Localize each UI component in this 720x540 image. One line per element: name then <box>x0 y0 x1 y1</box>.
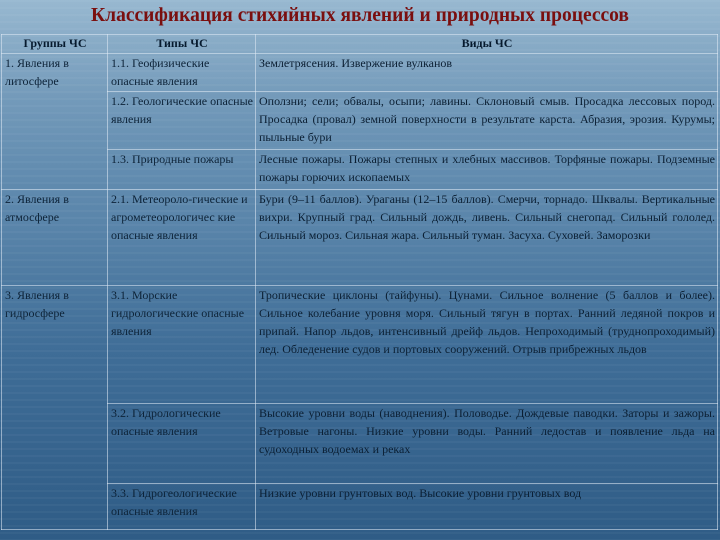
kinds-cell: Лесные пожары. Пожары степных и хлебных массивов. Торфяные пожары. Подземные пожары горючих ископаемых <box>256 150 718 190</box>
type-cell: 1.2. Геологические опасные явления <box>108 92 256 150</box>
type-cell: 3.1. Морские гидрологические опасные явления <box>108 286 256 404</box>
kinds-cell: Землетрясения. Извержение вулканов <box>256 54 718 92</box>
type-cell: 2.1. Метеороло-гические и агрометеорологичес кие опасные явления <box>108 190 256 286</box>
slide-title: Классификация стихийных явлений и природных процессов <box>91 5 629 26</box>
table-header-row <box>2 35 718 54</box>
type-cell: 1.1. Геофизические опасные явления <box>108 54 256 92</box>
table-row <box>2 286 718 404</box>
group-cell: 1. Явления в литосфере <box>2 54 108 190</box>
type-cell: 3.2. Гидрологические опасные явления <box>108 404 256 484</box>
kinds-cell: Бури (9–11 баллов). Ураганы (12–15 баллов). Смерчи, торнадо. Шквалы. Вертикальные вихри. Крупный град. Сильный дождь, ливень. Сильный снегопад. Сильный гололед. Сильный мороз. Сильная жара. Сильный туман. Засуха. Суховей. Заморозки <box>256 190 718 286</box>
kinds-cell: Низкие уровни грунтовых вод. Высокие уровни грунтовых вод <box>256 484 718 530</box>
type-cell: 1.3. Природные пожары <box>108 150 256 190</box>
classification-table <box>1 34 718 530</box>
header-groups: Группы ЧС <box>2 35 108 54</box>
header-kinds: Виды ЧС <box>256 35 718 54</box>
table-row <box>2 150 718 190</box>
table-row <box>2 190 718 286</box>
table-row <box>2 54 718 92</box>
table-row <box>2 484 718 530</box>
group-cell: 3. Явления в гидросфере <box>2 286 108 530</box>
kinds-cell: Высокие уровни воды (наводнения). Половодье. Дождевые паводки. Заторы и зажоры. Ветровые нагоны. Низкие уровни воды. Ранний ледостав и появление льда на судоходных водоемах и реках <box>256 404 718 484</box>
table-row <box>2 92 718 150</box>
kinds-cell: Тропические циклоны (тайфуны). Цунами. Сильное волнение (5 баллов и более). Сильное колебание уровня моря. Сильный тягун в портах. Ранний ледяной покров и припай. Напор льдов, интенсивный дрейф льдов. Непроходимый (труднопроходимый) лед. Обледенение судов и портовых сооружений. Отрыв прибрежных льдов <box>256 286 718 404</box>
header-types: Типы ЧС <box>108 35 256 54</box>
type-cell: 3.3. Гидрогеологические опасные явления <box>108 484 256 530</box>
kinds-cell: Оползни; сели; обвалы, осыпи; лавины. Склоновый смыв. Просадка лессовых пород. Просадка (провал) земной поверхности в результате карста. Абразия, эрозия. Курумы; пыльные бури <box>256 92 718 150</box>
group-cell: 2. Явления в атмосфере <box>2 190 108 286</box>
table-row <box>2 404 718 484</box>
